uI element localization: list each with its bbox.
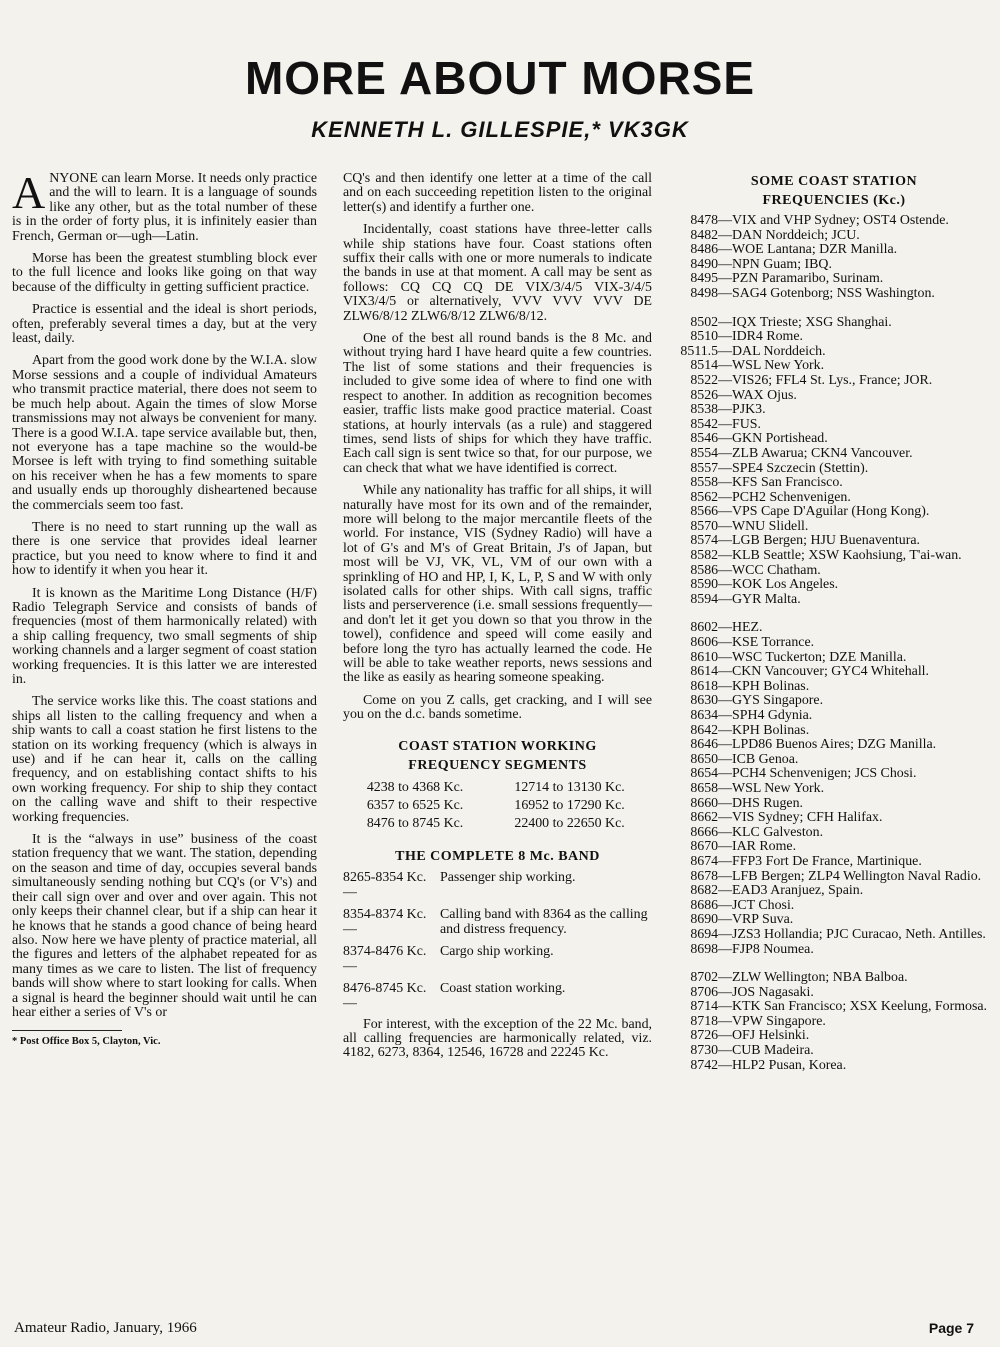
frequency-value: 8566— [690,504,732,520]
closing-paragraph: For interest, with the exception of the 22 Mc. band, all calling frequencies are harmonically related, viz. 4182, 6273, 8364, 12546, 16728 and 22245 Kc. [343,1016,652,1061]
paragraph: The service works like this. The coast stations and ships all listen to the calling frequency and when a ship wants to call a coast station he first listens to the station on its working frequency (which is always in use) and if he can hear it, calls on the calling frequency, and on establishing contact shifts to his own working frequency. For ship to ship they contact on the calling wave and shift to their respective working frequencies. [12,694,317,825]
station-name: VRP Suva. [732,912,794,928]
frequency-value: 8618— [690,678,732,694]
frequency-row [678,534,990,549]
station-name: HEZ. [732,620,763,636]
frequency-row [678,782,990,797]
segment-cell: 4238 to 4368 Kc. [366,779,464,795]
segment-cell: 8476 to 8745 Kc. [366,815,464,831]
article-byline: KENNETH L. GILLESPIE,* VK3GK [311,117,689,142]
frequency-row [678,840,990,855]
paragraph: Come on you Z calls, get cracking, and I will see you on the d.c. bands sometime. [343,692,652,723]
frequency-value: 8714— [690,999,732,1015]
frequency-value: 8670— [690,839,732,855]
frequency-value: 8586— [690,562,732,578]
frequency-row [678,491,990,506]
paragraph: Morse has been the greatest stumbling block ever to the full licence and looks like going on that way because of the difficulty in getting sufficient practice. [12,251,317,295]
frequency-value: 8574— [690,533,732,549]
frequency-row [678,389,990,404]
station-name: ZLW Wellington; NBA Balboa. [732,970,908,986]
band-row [343,870,652,900]
frequency-value: 8650— [690,751,732,767]
frequency-value: 8502— [690,314,732,330]
frequency-list [678,214,990,1073]
band-use: Coast station working. [440,980,566,996]
frequency-row [678,447,990,462]
frequency-row [678,229,990,244]
footer-publication: Amateur Radio, January, 1966 [14,1320,197,1336]
station-name: JOS Nagasaki. [732,984,814,1000]
station-name: FUS. [732,416,761,432]
station-name: NPN Guam; IBQ. [732,256,832,272]
frequency-row [678,272,990,287]
frequency-value: 8478— [690,213,732,228]
frequency-value: 8660— [690,795,732,811]
frequency-row [678,797,990,812]
frequency-value: 8614— [690,664,732,680]
frequency-value: 8718— [690,1013,732,1029]
frequency-value: 8510— [690,329,732,345]
frequency-value: 8666— [690,824,732,840]
frequency-value: 8594— [690,591,732,607]
station-name: GYS Singapore. [732,693,824,709]
station-name: PJK3. [732,402,766,418]
frequency-value: 8582— [690,548,732,564]
frequency-row [678,432,990,447]
frequency-value: 8542— [690,416,732,432]
frequency-row [678,1000,990,1015]
station-name: WOE Lantana; DZR Manilla. [732,242,898,258]
frequency-row [678,724,990,739]
frequency-row [678,564,990,579]
station-name: CKN Vancouver; GYC4 Whitehall. [732,664,930,680]
frequency-value: 8682— [690,883,732,899]
frequency-value: 8706— [690,984,732,1000]
station-name: WCC Chatham. [732,562,821,578]
segment-row [343,815,652,833]
frequency-row [678,549,990,564]
frequency-value: 8526— [690,387,732,403]
band-use: Passenger ship working. [440,869,576,885]
frequency-row [678,418,990,433]
station-name: VIX and VHP Sydney; OST4 Ostende. [732,213,949,228]
segments-table [343,779,652,833]
station-name: KFS San Francisco. [732,475,843,491]
station-name: ZLB Awarua; CKN4 Vancouver. [732,445,913,461]
station-name: WNU Slidell. [732,518,809,534]
station-name: KPH Bolinas. [732,722,810,738]
column-3 [678,172,990,1073]
frequency-value: 8557— [690,460,732,476]
band-use: Cargo ship working. [440,943,554,959]
frequency-value: 8702— [690,970,732,986]
station-name: ICB Genoa. [732,751,799,767]
frequency-value: 8694— [690,926,732,942]
frequency-value: 8570— [690,518,732,534]
paragraph-1: ANYONE can learn Morse. It needs only practice and the will to learn. It is a language of sounds like any other, but as the total number of these is in the order of forty plus, it is infinitely easier than French, German or—ugh—Latin. [12,167,317,244]
frequency-value: 8690— [690,912,732,928]
station-name: CUB Madeira. [732,1043,814,1059]
station-name: DAL Norddeich. [732,343,826,359]
frequency-row [678,1059,990,1074]
band-range: 8265-8354 Kc.— [343,869,427,900]
frequency-value: 8482— [690,227,732,243]
station-name: DAN Norddeich; JCU. [732,227,860,243]
frequency-row [678,753,990,768]
station-name: PZN Paramaribo, Surinam. [732,271,884,287]
frequency-value: 8742— [690,1057,732,1073]
frequency-value: 8590— [690,577,732,593]
station-name: LFB Bergen; ZLP4 Wellington Naval Radio. [732,868,982,884]
paragraph: Incidentally, coast stations have three-letter calls while ship stations have four. Coast stations often suffix their calls with one or more numerals to indicate the bands in use at that moment. A call may be sent as follows: CQ CQ CQ DE VIX/3/4/5 VIX-3/4/5 VIX3/4/5 or alternatively, VVV VVV VVV DE ZLW6/8/12 ZLW6/8/12 ZLW6/8/12. [343,222,652,324]
frequency-row [678,476,990,491]
frequency-row [678,578,990,593]
station-name: KPH Bolinas. [732,678,810,694]
station-name: KOK Los Angeles. [732,577,839,593]
station-name: GKN Portishead. [732,431,828,447]
band-row [343,907,652,937]
frequency-value: 8674— [690,853,732,869]
article-title: MORE ABOUT MORSE [244,52,756,104]
frequency-value: 8514— [690,358,732,374]
station-name: WSL New York. [732,780,825,796]
frequency-value: 8602— [690,620,732,636]
frequency-value: 8686— [690,897,732,913]
station-name: GYR Malta. [732,591,801,607]
frequency-value: 8490— [690,256,732,272]
frequency-row [678,359,990,374]
frequency-row [678,287,990,302]
frequency-value: 8646— [690,737,732,753]
frequency-row [678,258,990,273]
paragraph: Practice is essential and the ideal is short periods, often, preferably several times a day, but at the very least, daily. [12,302,317,347]
column-1 [12,167,317,1050]
paragraph: While any nationality has traffic for all ships, it will naturally have most for its own and of the remainder, more will belong to the major mercantile fleets of the world. For instance, VIS (Sydney Radio) will have a lot of G's and M's of Great Britain, J's of Japan, but most will be VJ, VK, VL, VM of our own with a sprinkling of HO and HP, I, K, L, P, S and W with only isolated calls for other ships. With call signs, traffic lists and perserverence (i.e. small sessions frequently—and don't let it get you down so that you throw in the towel), confidence and speed will come easily and before long the tyro has actually learned the code. He will be able to take weather reports, news sessions and the like as easily as hearing someone speaking. [343,483,652,686]
frequency-value: 8630— [690,693,732,709]
frequency-value: 8558— [690,475,732,491]
frequency-row [678,462,990,477]
frequency-value: 8642— [690,722,732,738]
frequency-row [678,621,990,636]
station-name: KLC Galveston. [732,824,824,840]
frequency-value: 8522— [690,372,732,388]
frequency-row [678,665,990,680]
frequency-row [678,928,990,943]
frequency-row [678,826,990,841]
footnote-divider [12,1030,122,1031]
paragraph: Apart from the good work done by the W.I.A. slow Morse sessions and a couple of individual Amateurs who transmit practice material, there does not seem to be much help about. Again the times of slow Morse transmissions may not always be convenient for many. There is a good W.I.A. tape service available but, then, not everyone has a tape machine so the would-be Morsee is left with trying to find something suitable on his receiver when he has a few moments to spare and usually ends up thoroughly disheartened because the commercials seem too fast. [12,353,317,513]
station-name: OFJ Helsinki. [732,1028,810,1044]
station-name: DHS Rugen. [732,795,803,811]
station-name: FFP3 Fort De France, Martinique. [732,853,922,869]
frequency-value: 8486— [690,242,732,258]
station-name: HLP2 Pusan, Korea. [732,1057,847,1073]
station-name: IAR Rome. [732,839,797,855]
frequency-value: 8562— [690,489,732,505]
band-row [343,944,652,974]
station-name: SAG4 Gotenborg; NSS Washington. [732,285,935,301]
band-row [343,981,652,1011]
frequency-row [678,884,990,899]
band-list [343,870,652,1011]
frequency-value: 8606— [690,635,732,651]
frequency-row [678,943,990,958]
frequency-value: 8678— [690,868,732,884]
frequency-value: 8726— [690,1028,732,1044]
frequencies-heading: SOME COAST STATION FREQUENCIES (Kc.) [750,174,918,208]
frequency-row [678,345,990,360]
frequency-value: 8698— [690,941,732,957]
frequency-value: 8511.5— [680,343,732,359]
segment-cell: 12714 to 13130 Kc. [514,779,625,795]
frequency-value: 8495— [690,271,732,287]
frequency-row [678,316,990,331]
paragraph: It is known as the Maritime Long Distance (H/F) Radio Telegraph Service and consists of bands of frequencies (most of them harmonically related) with a ship calling frequency, two small segments of ship working channels and a larger segment of coast station working frequencies. It is this latter we are interested in. [12,585,317,687]
station-name: KSE Torrance. [732,635,815,651]
frequency-row [678,971,990,986]
band-range: 8374-8476 Kc.— [343,943,427,974]
frequency-row [678,651,990,666]
column-2 [343,172,652,1069]
frequency-row [678,899,990,914]
footer-page-number: Page 7 [928,1320,974,1336]
frequency-row [678,1029,990,1044]
frequency-row [678,767,990,782]
paragraph: CQ's and then identify one letter at a time of the call and on each succeeding repetition listen to the original letter(s) and identify a further one. [343,171,652,215]
station-name: IQX Trieste; XSG Shanghai. [732,314,892,330]
segments-heading: COAST STATION WORKING FREQUENCY SEGMENTS [398,738,597,773]
frequency-row [678,1015,990,1030]
paragraph: One of the best all round bands is the 8 Mc. and without trying hard I have heard quite a few countries. The list of some stations and their frequencies is included to give some idea of where to find one with respect to another. In addition as recognition becomes easier, traffic lists make good practice material. Coast stations, at hourly intervals (as a rule) and staggered times, send lists of ships for which they have traffic. Each call sign is sent twice so that, for our purpose, we can check that what we have identified is correct. [343,331,652,476]
paragraph: There is no need to start running up the wall as there is one service that provides ideal learner practice, but you need to know where to find it and how to identify it when you hear it. [12,519,317,579]
frequency-row [678,330,990,345]
frequency-value: 8730— [690,1043,732,1059]
frequency-row [678,694,990,709]
station-name: WAX Ojus. [732,387,797,403]
station-name: WSC Tuckerton; DZE Manilla. [732,649,907,665]
band-use: Calling band with 8364 as the calling and distress frequency. [440,906,648,937]
station-name: VPS Cape D'Aguilar (Hong Kong). [732,504,930,520]
band-range: 8476-8745 Kc.— [343,980,427,1011]
frequency-row [678,520,990,535]
frequency-row [678,214,990,229]
footnote: * Post Office Box 5, Clayton, Vic. [12,1036,161,1048]
frequency-value: 8662— [690,810,732,826]
station-name: FJP8 Noumea. [732,941,814,957]
station-name: VIS Sydney; CFH Halifax. [732,810,883,826]
frequency-value: 8546— [690,431,732,447]
frequency-row [678,811,990,826]
station-name: KTK San Francisco; XSX Keelung, Formosa. [732,999,988,1015]
frequency-row [678,738,990,753]
frequency-row [678,505,990,520]
station-name: VIS26; FFL4 St. Lys., France; JOR. [732,372,933,388]
station-name: KLB Seattle; XSW Kaohsiung, T'ai-wan. [732,548,962,564]
station-name: EAD3 Aranjuez, Spain. [732,883,864,899]
paragraph: It is the “always in use” business of the coast station frequency that we want. The station, depending on the season and time of day, occupies several bands simultaneously sending nothing but CQ's (or V's) and their call sign over and over and over again. This not only keeps their channel clear, but if a ship can hear it he knows that he stands a good chance of being heard also. Now here we have plenty of practice material, all the figures and letters of the alphabet repeated for as many times as we care to listen. The list of frequency bands will show where to start looking for calls. When a signal is heard the beginner should wait until he can hear either a series of V's or [12,832,317,1020]
frequency-value: 8658— [690,780,732,796]
station-name: SPE4 Szczecin (Stettin). [732,460,869,476]
station-name: PCH4 Schenvenigen; JCS Chosi. [732,766,917,782]
frequency-row [678,709,990,724]
frequency-row [678,1044,990,1059]
frequency-row [678,913,990,928]
station-name: VPW Singapore. [732,1013,826,1029]
frequency-value: 8498— [690,285,732,301]
segment-cell: 6357 to 6525 Kc. [366,797,464,813]
frequency-row [678,986,990,1001]
frequency-row [678,403,990,418]
frequency-row [678,374,990,389]
band-heading: THE COMPLETE 8 Mc. BAND [395,848,600,864]
frequency-value: 8554— [690,445,732,461]
frequency-value: 8634— [690,708,732,723]
band-range: 8354-8374 Kc.— [343,906,427,937]
segment-cell: 16952 to 17290 Kc. [514,797,625,813]
segment-row [343,797,652,815]
frequency-row [678,870,990,885]
station-name: LPD86 Buenos Aires; DZG Manilla. [732,737,937,753]
frequency-value: 8610— [690,649,732,665]
frequency-row [678,680,990,695]
station-name: SPH4 Gdynia. [732,708,813,723]
frequency-row [678,243,990,258]
station-name: JCT Chosi. [732,897,795,913]
frequency-row [678,593,990,608]
station-name: LGB Bergen; HJU Buenaventura. [732,533,920,549]
station-name: IDR4 Rome. [732,329,803,345]
drop-cap: A [12,167,46,218]
frequency-row [678,855,990,870]
station-name: PCH2 Schenvenigen. [732,489,851,505]
segment-row [343,779,652,797]
station-name: WSL New York. [732,358,825,374]
station-name: JZS3 Hollandia; PJC Curacao, Neth. Antilles. [732,926,986,942]
frequency-row [678,636,990,651]
segment-cell: 22400 to 22650 Kc. [514,815,625,831]
frequency-value: 8538— [690,402,732,418]
frequency-value: 8654— [690,766,732,782]
